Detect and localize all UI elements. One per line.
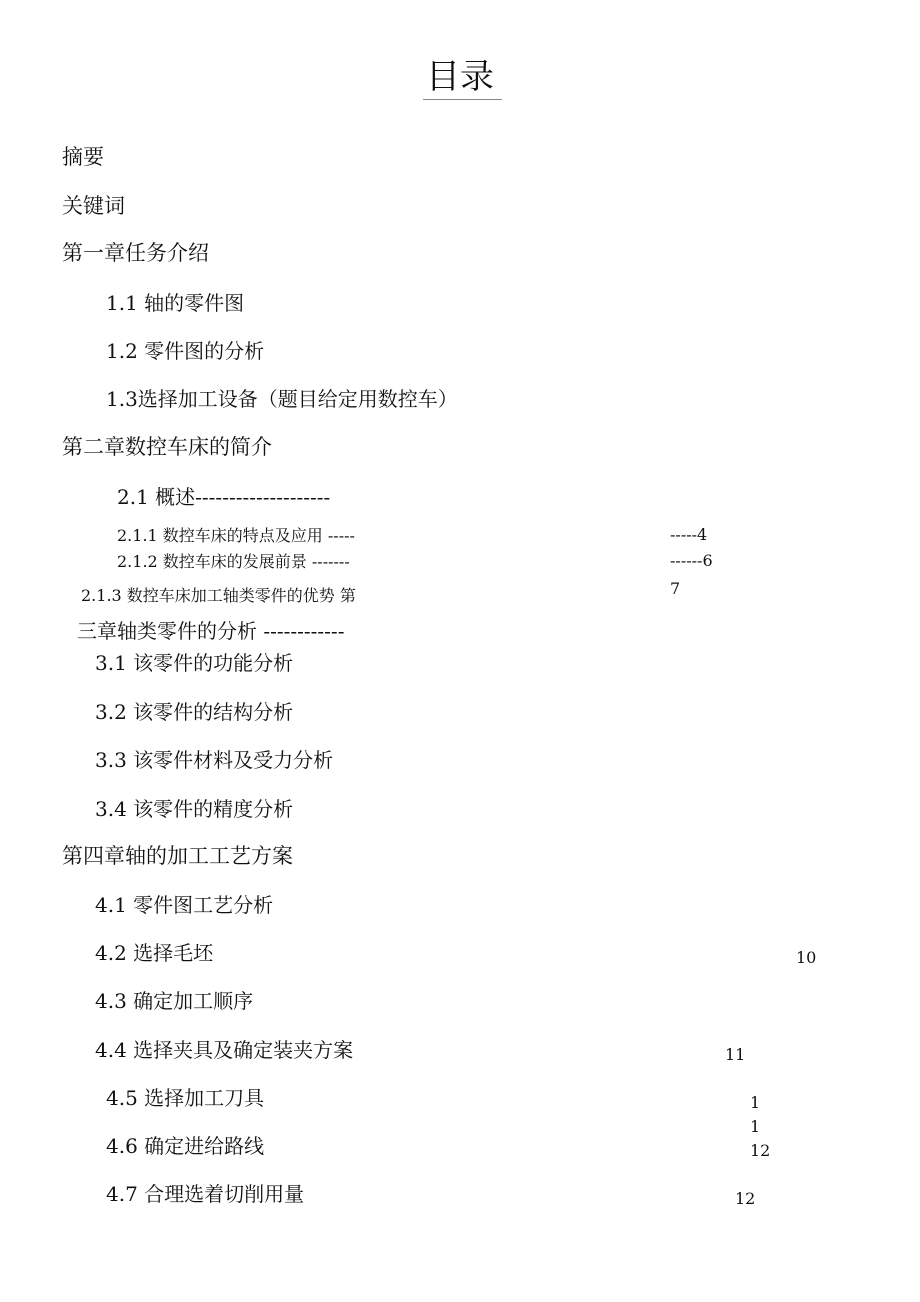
toc-entry-3-3[interactable]: 3.3 该零件材料及受力分析 — [95, 748, 334, 772]
toc-entry-chapter-3[interactable]: 三章轴类零件的分析 ------------ — [77, 619, 345, 643]
toc-entry-4-7[interactable]: 4.7 合理选着切削用量 — [106, 1182, 305, 1206]
page-title: 目录 — [426, 57, 494, 97]
toc-entry-3-1[interactable]: 3.1 该零件的功能分析 — [95, 651, 294, 675]
toc-entry-1-3[interactable]: 1.3选择加工设备（题目给定用数控车） — [106, 387, 458, 411]
toc-entry-3-2[interactable]: 3.2 该零件的结构分析 — [95, 700, 294, 724]
toc-entry-3-4[interactable]: 3.4 该零件的精度分析 — [95, 797, 294, 821]
toc-entry-keywords[interactable]: 关键词 — [62, 194, 125, 218]
toc-entry-1-1[interactable]: 1.1 轴的零件图 — [106, 291, 245, 315]
toc-entry-2-1[interactable]: 2.1 概述-------------------- — [117, 485, 331, 509]
toc-entry-4-3[interactable]: 4.3 确定加工顺序 — [95, 989, 254, 1013]
toc-entry-2-1-3[interactable]: 2.1.3 数控车床加工轴类零件的优势 第 — [81, 586, 356, 605]
toc-entry-4-1[interactable]: 4.1 零件图工艺分析 — [95, 893, 274, 917]
page-ref: 12 — [735, 1189, 756, 1208]
toc-entry-chapter-2[interactable]: 第二章数控车床的简介 — [62, 435, 272, 459]
toc-entry-abstract[interactable]: 摘要 — [62, 145, 104, 169]
page-ref: 7 — [670, 579, 681, 598]
toc-entry-4-6[interactable]: 4.6 确定进给路线 — [106, 1134, 265, 1158]
toc-entry-2-1-1[interactable]: 2.1.1 数控车床的特点及应用 ----- — [117, 526, 355, 545]
title-underline — [423, 99, 502, 100]
page-ref: 12 — [750, 1141, 771, 1160]
page-ref: ------6 — [670, 551, 713, 570]
toc-entry-1-2[interactable]: 1.2 零件图的分析 — [106, 339, 265, 363]
page-ref: 1 — [750, 1093, 761, 1112]
page-ref: 11 — [725, 1045, 746, 1064]
page-ref: -----4 — [670, 525, 708, 544]
toc-entry-chapter-4[interactable]: 第四章轴的加工工艺方案 — [62, 844, 293, 868]
toc-entry-4-4[interactable]: 4.4 选择夹具及确定装夹方案 — [95, 1038, 354, 1062]
page-ref: 10 — [796, 948, 817, 967]
toc-entry-4-2[interactable]: 4.2 选择毛坯 — [95, 941, 214, 965]
page-ref: 1 — [750, 1117, 761, 1136]
toc-entry-2-1-2[interactable]: 2.1.2 数控车床的发展前景 ------- — [117, 552, 350, 571]
toc-entry-4-5[interactable]: 4.5 选择加工刀具 — [106, 1086, 265, 1110]
toc-entry-chapter-1[interactable]: 第一章任务介绍 — [62, 241, 209, 265]
